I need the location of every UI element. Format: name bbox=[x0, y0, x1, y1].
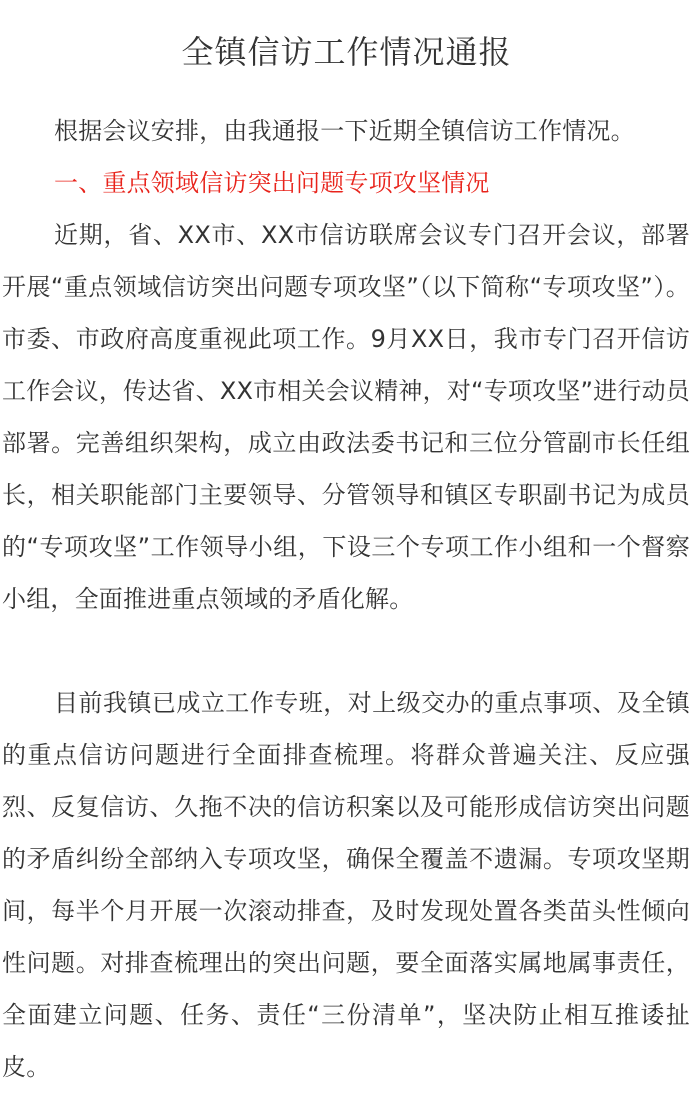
section-heading: 一、重点领域信访突出问题专项攻坚情况 bbox=[54, 169, 490, 197]
body-paragraph-2: 目前我镇已成立工作专班，对上级交办的重点事项、及全镇的重点信访问题进行全面排查梳理。将群众普遍关注、反应强烈、反复信访、久拖不决的信访积案以及可能形成信访突出问题的矛盾纠纷全部纳入专项攻坚，确保全覆盖不遗漏。专项攻坚期间，每半个月开展一次滚动排查，及时发现处置各类苗头性倾向性问题。对排查梳理出的突出问题，要全面落实属地属事责任，全面建立问题、任务、责任“三份清单”，坚决防止相互推诿扯皮。 bbox=[2, 689, 690, 1081]
body-paragraph-1: 近期，省、XX市、XX市信访联席会议专门召开会议，部署开展“重点领域信访突出问题专项攻坚”（以下简称“专项攻坚”）。市委、市政府高度重视此项工作。9月XX日，我市专门召开信访工作会议，传达省、XX市相关会议精神，对“专项攻坚”进行动员部署。完善组织架构，成立由政法委书记和三位分管副市长任组长，相关职能部门主要领导、分管领导和镇区专职副书记为成员的“专项攻坚”工作领导小组，下设三个专项工作小组和一个督察小组，全面推进重点领域的矛盾化解。 bbox=[2, 221, 690, 613]
intro-paragraph: 根据会议安排，由我通报一下近期全镇信访工作情况。 bbox=[54, 117, 635, 145]
document-title: 全镇信访工作情况通报 bbox=[181, 33, 512, 71]
